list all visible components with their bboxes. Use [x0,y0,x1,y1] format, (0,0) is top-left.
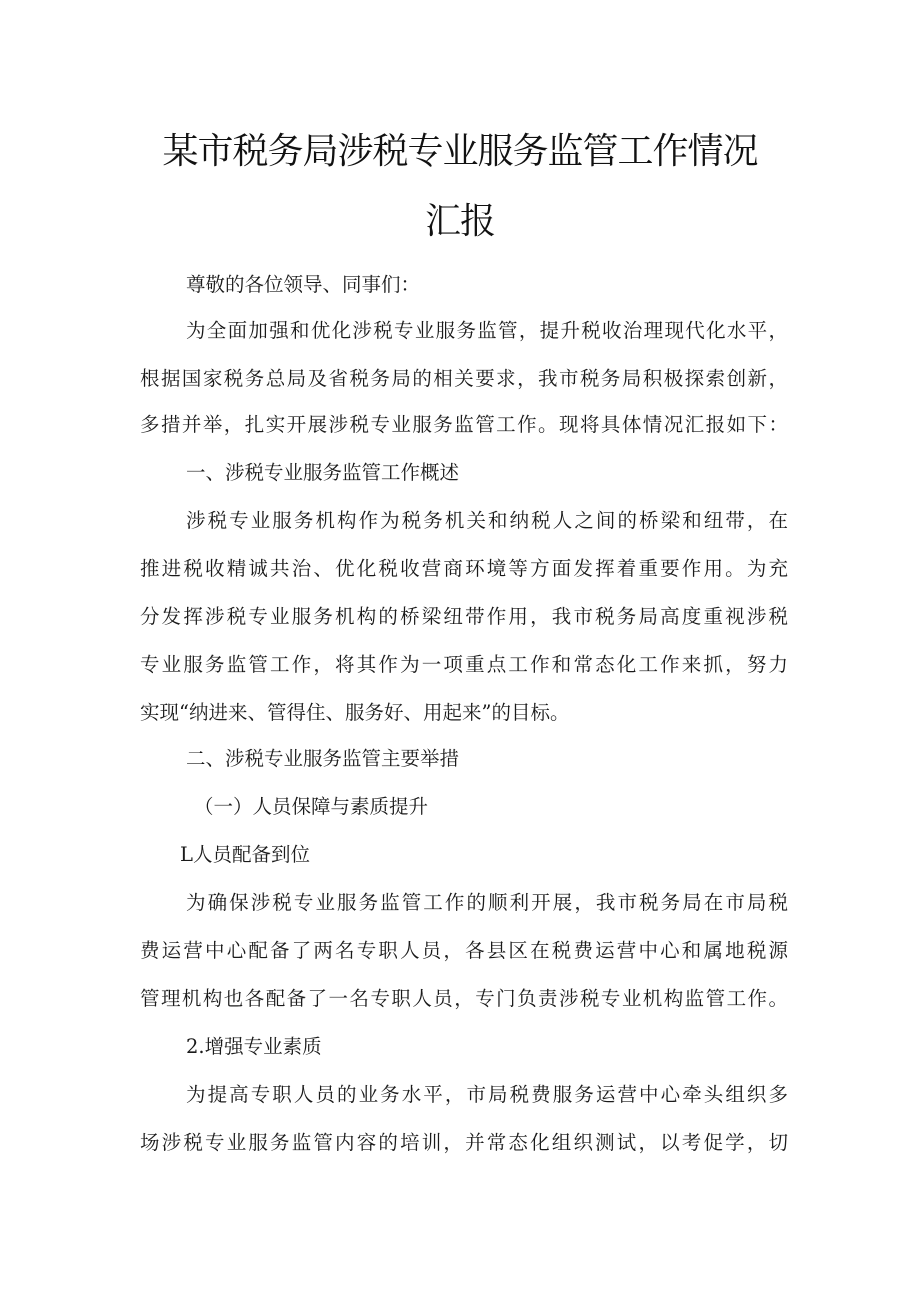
paragraph-line: 涉税专业服务机构作为税务机关和纳税人之间的桥梁和纽带，在 [186,509,788,532]
paragraph-line: 为确保涉税专业服务监管工作的顺利开展，我市税务局在市局税 [186,891,788,914]
paragraph-line: 费运营中心配备了两名专职人员，各县区在税费运营中心和属地税源 [140,939,788,962]
subsection-heading: （一）人员保障与素质提升 [194,795,429,818]
paragraph-line: 场涉税专业服务监管内容的培训，并常态化组织测试，以考促学，切 [140,1131,788,1154]
item-heading-1: L人员配备到位 [180,843,310,866]
paragraph-line: 专业服务监管工作，将其作为一项重点工作和常态化工作来抓，努力 [140,653,788,676]
document-title-line-1: 某市税务局涉税专业服务监管工作情况 [162,131,758,172]
paragraph-line: 管理机构也各配备了一名专职人员，专门负责涉税专业机构监管工作。 [140,987,788,1010]
paragraph-line: 分发挥涉税专业服务机构的桥梁纽带作用，我市税务局高度重视涉税 [140,605,788,628]
paragraph-line: 为提高专职人员的业务水平，市局税费服务运营中心牵头组织多 [186,1083,788,1106]
item-heading-2: 2.增强专业素质 [186,1035,322,1058]
paragraph-line: 推进税收精诚共治、优化税收营商环境等方面发挥着重要作用。为充 [140,557,788,580]
section-heading-1: 一、涉税专业服务监管工作概述 [186,461,460,484]
document-title-line-2: 汇报 [424,201,495,242]
paragraph-line: 多措并举，扎实开展涉税专业服务监管工作。现将具体情况汇报如下： [140,413,788,436]
section-heading-2: 二、涉税专业服务监管主要举措 [186,747,460,770]
paragraph-line: 为全面加强和优化涉税专业服务监管，提升税收治理现代化水平， [186,319,788,342]
paragraph-line: 实现“纳进来、管得住、服务好、用起来”的目标。 [140,701,570,724]
paragraph-line: 根据国家税务总局及省税务局的相关要求，我市税务局积极探索创新， [140,367,788,390]
salutation: 尊敬的各位领导、同事们： [186,273,421,296]
